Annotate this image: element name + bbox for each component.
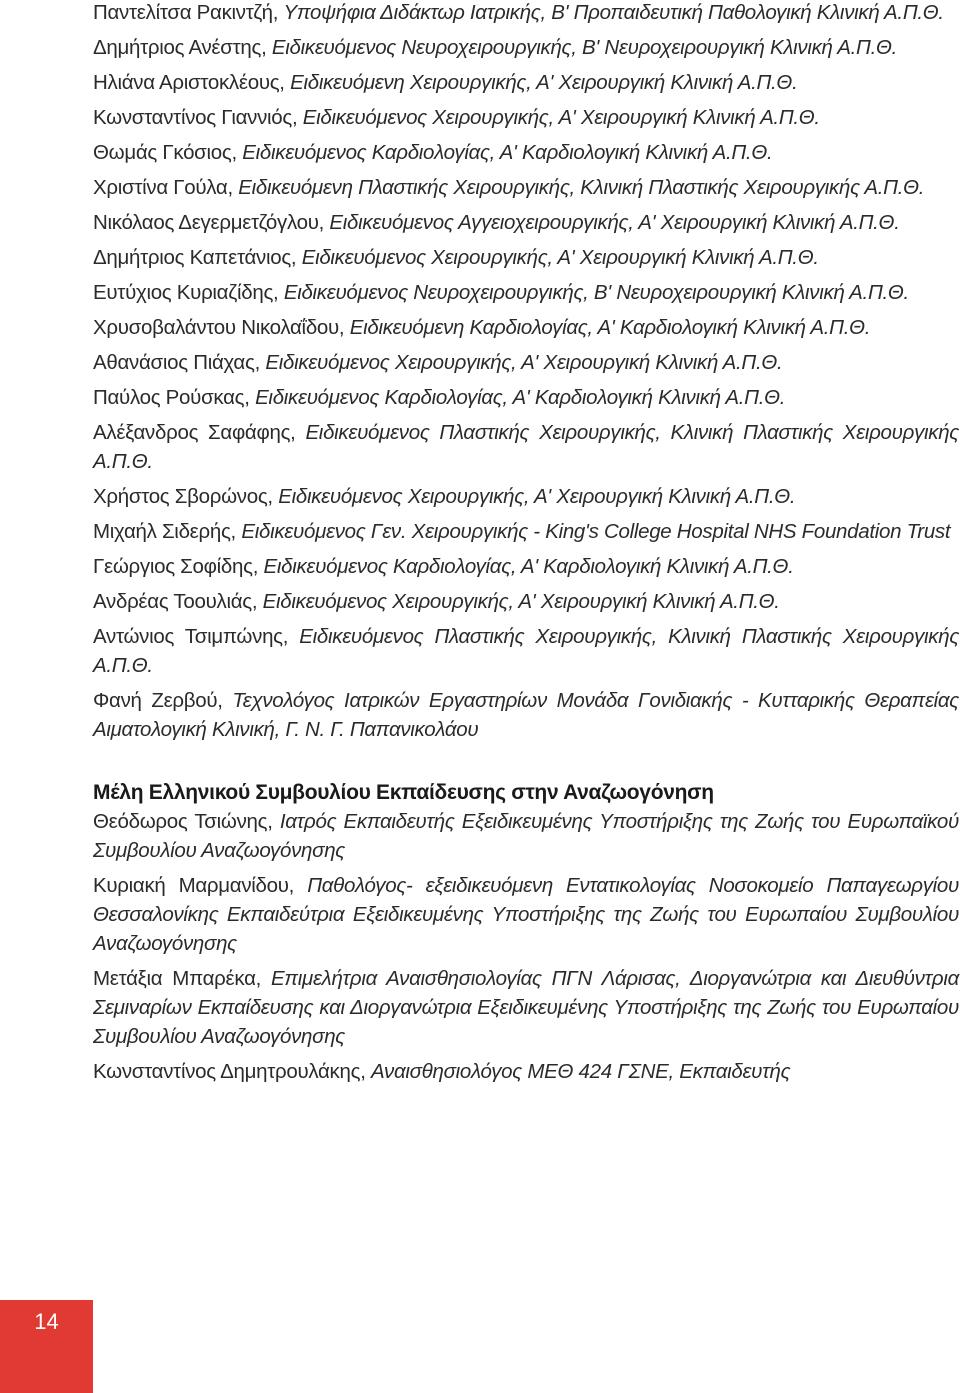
member-name: Ευτύχιος Κυριαζίδης, bbox=[93, 281, 279, 304]
member-entry bbox=[93, 871, 959, 958]
member-role: Αναισθησιολόγος ΜΕΘ 424 ΓΣΝΕ, Εκπαιδευτής bbox=[371, 1060, 791, 1083]
member-role: Ειδικευόμενη Καρδιολογίας, Α' Καρδιολογική Κλινική Α.Π.Θ. bbox=[349, 316, 871, 339]
member-entry bbox=[93, 0, 959, 27]
member-name: Χρήστος Σβορώνος, bbox=[93, 485, 273, 508]
member-name: Αλέξανδρος Σαφάφης, bbox=[93, 421, 296, 444]
member-entry bbox=[93, 807, 959, 865]
member-entry bbox=[93, 33, 959, 62]
member-entry bbox=[93, 208, 959, 237]
member-name: Νικόλαος Δεγερμετζόγλου, bbox=[93, 211, 325, 234]
member-entry bbox=[93, 418, 959, 476]
member-entry bbox=[93, 587, 959, 616]
member-entry bbox=[93, 517, 959, 546]
member-name: Κυριακή Μαρμανίδου, bbox=[93, 874, 295, 897]
member-name: Χριστίνα Γούλα, bbox=[93, 176, 233, 199]
member-role: Ειδικευόμενος Καρδιολογίας, Α' Καρδιολογική Κλινική Α.Π.Θ. bbox=[263, 555, 794, 578]
member-entry bbox=[93, 278, 959, 307]
member-name: Φανή Ζερβού, bbox=[93, 689, 223, 712]
member-entry bbox=[93, 686, 959, 744]
member-entry bbox=[93, 173, 959, 202]
member-name: Παντελίτσα Ρακιντζή, bbox=[93, 1, 279, 24]
member-role: Επιμελήτρια Αναισθησιολογίας ΠΓΝ Λάρισας, Διοργανώτρια και Διευθύντρια Σεμιναρίων Εκπαίδευσης και Διοργανώτρια Εξειδικευμένης Υποστήριξης της Ζωής του Ευρωπαίου Συμβουλίου Αναζωογόνησης bbox=[93, 967, 959, 1048]
member-list bbox=[93, 0, 959, 744]
member-name: Κωνσταντίνος Γιαννιός, bbox=[93, 106, 298, 129]
member-name: Παύλος Ρούσκας, bbox=[93, 386, 250, 409]
member-name: Μιχαήλ Σιδερής, bbox=[93, 520, 236, 543]
member-name: Χρυσοβαλάντου Νικολαΐδου, bbox=[93, 316, 345, 339]
member-entry bbox=[93, 1057, 959, 1086]
member-role: Ειδικευόμενος Πλαστικής Χειρουργικής, Κλινική Πλαστικής Χειρουργικής Α.Π.Θ. bbox=[93, 625, 959, 677]
member-role: Ειδικευόμενος Χειρουργικής, Α' Χειρουργική Κλινική Α.Π.Θ. bbox=[262, 590, 780, 613]
member-name: Δημήτριος Καπετάνιος, bbox=[93, 246, 297, 269]
document-body bbox=[93, 0, 959, 1092]
member-entry bbox=[93, 482, 959, 511]
member-entry bbox=[93, 103, 959, 132]
member-role: Παθολόγος- εξειδικευόμενη Εντατικολογίας Νοσοκομείο Παπαγεωργίου Θεσσαλονίκης Εκπαιδεύτρια Εξειδικευμένης Υποστήριξης της Ζωής του Ευρωπαίου Συμβουλίου Αναζωογόνησης bbox=[93, 874, 959, 955]
member-entry bbox=[93, 313, 959, 342]
council-member-list bbox=[93, 807, 959, 1086]
member-entry bbox=[93, 243, 959, 272]
member-entry bbox=[93, 552, 959, 581]
member-role: Ειδικευόμενος Πλαστικής Χειρουργικής, Κλινική Πλαστικής Χειρουργικής Α.Π.Θ. bbox=[93, 421, 959, 473]
member-entry bbox=[93, 138, 959, 167]
member-role: Ειδικευόμενος Χειρουργικής, Α' Χειρουργική Κλινική Α.Π.Θ. bbox=[302, 106, 820, 129]
member-role: Ιατρός Εκπαιδευτής Εξειδικευμένης Υποστήριξης της Ζωής του Ευρωπαϊκού Συμβουλίου Αναζωογόνησης bbox=[93, 810, 960, 862]
member-name: Αντώνιος Τσιμπώνης, bbox=[93, 625, 289, 648]
member-role: Ειδικευόμενος Καρδιολογίας, Α' Καρδιολογική Κλινική Α.Π.Θ. bbox=[242, 141, 773, 164]
member-role: Ειδικευόμενος Νευροχειρουργικής, Β' Νευροχειρουργική Κλινική Α.Π.Θ. bbox=[271, 36, 898, 59]
member-name: Κωνσταντίνος Δημητρουλάκης, bbox=[93, 1060, 366, 1083]
member-entry bbox=[93, 68, 959, 97]
member-role: Τεχνολόγος Ιατρικών Εργαστηρίων Μονάδα Γονιδιακής - Κυτταρικής Θεραπείας Αιματολογική Κλινική, Γ. Ν. Γ. Παπανικολάου bbox=[93, 689, 959, 741]
section-heading: Μέλη Ελληνικού Συμβουλίου Εκπαίδευσης στην Αναζωογόνηση bbox=[93, 781, 714, 804]
member-name: Θεόδωρος Τσιώνης, bbox=[93, 810, 273, 833]
member-entry bbox=[93, 964, 959, 1051]
member-role: Υποψήφια Διδάκτωρ Ιατρικής, Β' Προπαιδευτική Παθολογική Κλινική Α.Π.Θ. bbox=[283, 1, 944, 24]
member-role: Ειδικευόμενος Γεν. Χειρουργικής - King's College Hospital NHS Foundation Trust bbox=[241, 520, 951, 543]
member-name: Ηλιάνα Αριστοκλέους, bbox=[93, 71, 285, 94]
member-role: Ειδικευόμενος Χειρουργικής, Α' Χειρουργική Κλινική Α.Π.Θ. bbox=[301, 246, 819, 269]
member-role: Ειδικευόμενος Νευροχειρουργικής, Β' Νευροχειρουργική Κλινική Α.Π.Θ. bbox=[283, 281, 909, 304]
member-role: Ειδικευόμενος Καρδιολογίας, Α' Καρδιολογική Κλινική Α.Π.Θ. bbox=[255, 386, 786, 409]
member-role: Ειδικευόμενος Αγγειοχειρουργικής, Α' Χειρουργική Κλινική Α.Π.Θ. bbox=[329, 211, 900, 234]
member-role: Ειδικευόμενος Χειρουργικής, Α' Χειρουργική Κλινική Α.Π.Θ. bbox=[278, 485, 796, 508]
member-name: Γεώργιος Σοφίδης, bbox=[93, 555, 259, 578]
member-name: Μετάξια Μπαρέκα, bbox=[93, 967, 262, 990]
member-name: Δημήτριος Ανέστης, bbox=[93, 36, 267, 59]
member-name: Ανδρέας Τοουλιάς, bbox=[93, 590, 258, 613]
member-name: Θωμάς Γκόσιος, bbox=[93, 141, 237, 164]
member-role: Ειδικευόμενη Πλαστικής Χειρουργικής, Κλινική Πλαστικής Χειρουργικής Α.Π.Θ. bbox=[238, 176, 925, 199]
member-role: Ειδικευόμενη Χειρουργικής, Α' Χειρουργική Κλινική Α.Π.Θ. bbox=[290, 71, 798, 94]
member-entry bbox=[93, 622, 959, 680]
member-name: Αθανάσιος Πιάχας, bbox=[93, 351, 260, 374]
page-number: 14 bbox=[34, 1309, 59, 1334]
member-entry bbox=[93, 383, 959, 412]
member-entry bbox=[93, 348, 959, 377]
member-role: Ειδικευόμενος Χειρουργικής, Α' Χειρουργική Κλινική Α.Π.Θ. bbox=[265, 351, 783, 374]
